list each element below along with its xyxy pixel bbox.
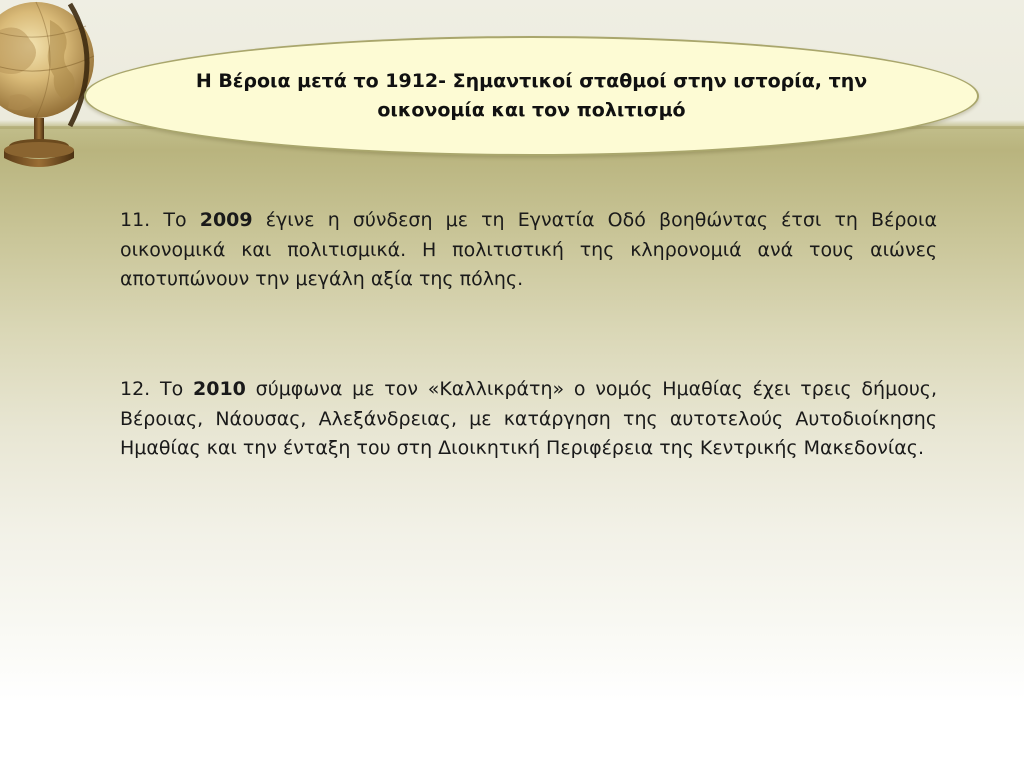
paragraph-prefix: 11. Το: [120, 209, 200, 231]
paragraph-text: σύμφωνα με τον «Καλλικράτη» ο νομός Ημαθίας έχει τρεις δήμους, Βέροιας, Νάουσας, Αλεξάνδρειας, με κατάργηση της αυτοτελούς Αυτοδιοίκησης Ημαθίας και την ένταξη του στη Διοικητική Περιφέρεια της Κεντρικής Μακεδονίας.: [120, 378, 937, 459]
slide-title: Η Βέροια μετά το 1912- Σημαντικοί σταθμοί στην ιστορία, την οικονομία και τον πολιτισμό: [195, 70, 868, 121]
year-2010: 2010: [193, 378, 246, 400]
paragraph-2010: [120, 375, 937, 464]
paragraph-2009: [120, 206, 937, 295]
paragraph-text: έγινε η σύνδεση με τη Εγνατία Οδό βοηθώντας έτσι τη Βέροια οικονομικά και πολιτισμικά. Η πολιτιστική της κληρονομιά ανά τους αιώνες αποτυπώνουν την μεγάλη αξία της πόλης.: [120, 209, 938, 290]
year-2009: 2009: [199, 209, 253, 231]
title-banner: [84, 36, 979, 156]
paragraph-prefix: 12. Το: [120, 378, 193, 400]
